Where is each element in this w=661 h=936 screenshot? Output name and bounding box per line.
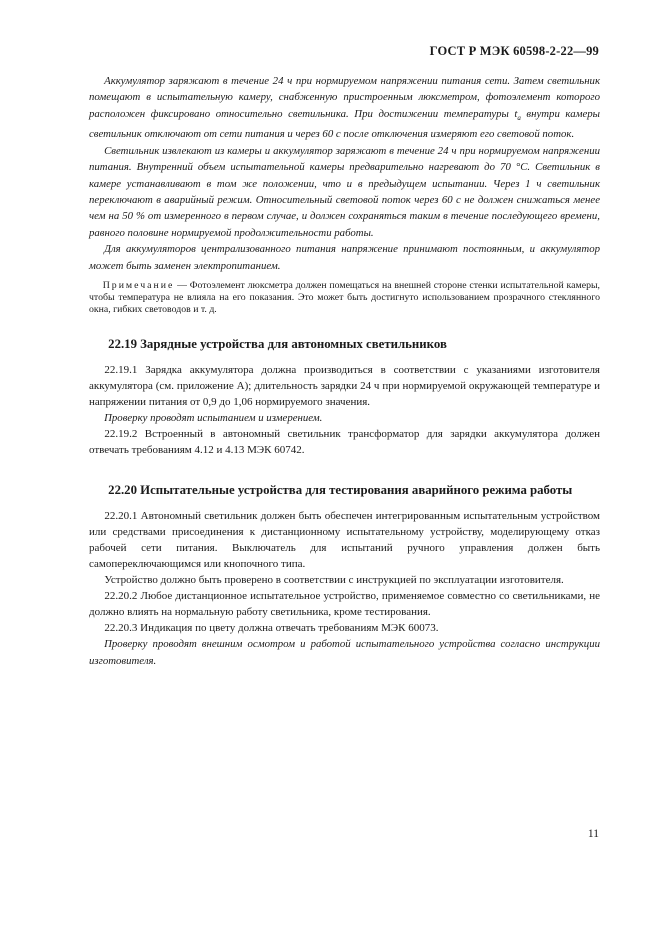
paragraph-central-supply: Для аккумуляторов централизованного питания напряжение принимают постоянным, и аккумулятор может быть заменен электропитанием. — [89, 243, 600, 272]
clause-22-20-1: 22.20.1 Автономный светильник должен быть обеспечен интегрированным испытательным устройством или средствами присоединения к дистанционному испытательному устройству, моделирующему отказ рабочей сети питания. Выключатель для испытаний ручного управления должен быть самопереключающимся или кнопочного типа. — [89, 510, 600, 571]
variable-subscript: a — [517, 113, 521, 122]
paragraph-battery-test — [89, 73, 600, 143]
clause-22-20-2: 22.20.2 Любое дистанционное испытательное устройство, применяемое совместно со светильниками, не должно влиять на нормальную работу светильника, кроме тестирования. — [89, 590, 600, 619]
clause-22-20-3: 22.20.3 Индикация по цвету должна отвечать требованиям МЭК 60073. — [104, 622, 439, 635]
paragraph-text: внутри камеры светильник отключают от сети питания и через 60 с после отключения измеряют его световой поток. — [89, 107, 600, 141]
note-paragraph — [89, 280, 600, 316]
variable-letter: t — [514, 107, 518, 120]
clause-22-20-1-verify: Устройство должно быть проверено в соответствии с инструкцией по эксплуатации изготовителя. — [104, 574, 564, 587]
note-text: — Фотоэлемент люксметра должен помещаться на внешней стороне стенки испытательной камеры, чтобы температура не влияла на его показания. Это может быть достигнуто использованием прозрачного стеклянного окна, гибких световодов и т. д. — [89, 280, 600, 316]
paragraph-text: Аккумулятор заряжают в течение 24 ч при нормируемом напряжении питания сети. Затем светильник помещают в испытательную камеру, снабженную пристроенным люксметром, фотоэлемент которого расположен фиксировано относительно светильника. При достижении температуры — [89, 75, 600, 120]
clause-22-19-1: 22.19.1 Зарядка аккумулятора должна производиться в соответствии с указаниями изготовителя аккумулятора (см. приложение А); длительность зарядки 24 ч при нормируемой окружающей температуре и напряжении питания от 0,9 до 1,06 нормируемого значения. — [89, 364, 600, 409]
page-number: 11 — [587, 828, 599, 840]
section-title-22-20: 22.20 Испытательные устройства для тестирования аварийного режима работы — [108, 483, 573, 498]
note-label: Примечание — [102, 280, 175, 292]
clause-22-20-3-check: Проверку проводят внешним осмотром и работой испытательного устройства согласно инструкции изготовителя. — [89, 638, 600, 667]
clause-22-19-2: 22.19.2 Встроенный в автономный светильник трансформатор для зарядки аккумулятора должен отвечать требованиям 4.12 и 4.13 МЭК 60742. — [89, 428, 600, 457]
clause-22-19-1-check: Проверку проводят испытанием и измерением. — [104, 412, 323, 425]
section-title-22-19: 22.19 Зарядные устройства для автономных светильников — [108, 337, 447, 352]
page-content — [89, 73, 600, 669]
document-number-header: ГОСТ Р МЭК 60598-2-22—99 — [429, 44, 599, 58]
paragraph-second-test: Светильник извлекают из камеры и аккумулятор заряжают в течение 24 ч при нормируемом напряжении питания. Внутренний объем испытательной камеры предварительно нагревают до 70 °С. Светильник в камере устанавливают в том же положении, что и в предыдущем испытании. Через 1 ч светильник переключают в аварийный режим. Относительный световой поток через 60 с не должен снижаться менее чем на 50 % от измеренного в первом случае, и должен сохраняться таким в течение последующего времени, равного половине нормируемой продолжительности работы. — [89, 144, 600, 239]
